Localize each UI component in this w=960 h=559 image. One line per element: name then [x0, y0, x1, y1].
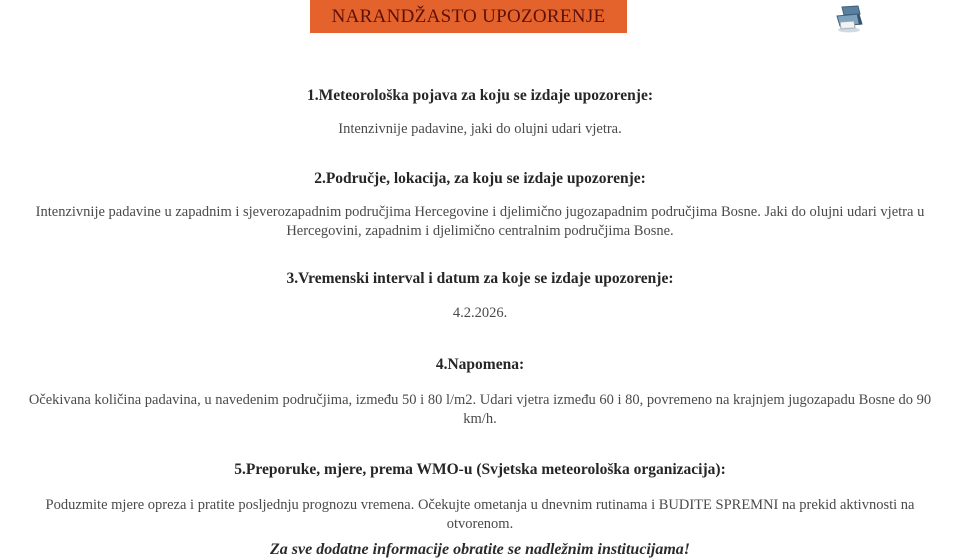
- document-header: [0, 0, 960, 36]
- section-meteorological-phenomenon: [10, 86, 950, 139]
- section-area-location: [10, 169, 950, 241]
- section-heading: 2.Područje, lokacija, za koju se izdaje upozorenje:: [314, 170, 646, 187]
- alert-level-label: NARANDŽASTO UPOZORENJE: [331, 5, 606, 27]
- document-body: [0, 86, 960, 559]
- section-heading: 5.Preporuke, mjere, prema WMO-u (Svjetska meteorološka organizacija):: [234, 461, 726, 478]
- section-body: Intenzivnije padavine u zapadnim i sjeverozapadnim područjima Hercegovine i djelimično jugozapadnim područjima Bosne. Jaki do olujni udari vjetra u Hercegovini, zapadnim i djelimično centralnim područjima Bosne.: [35, 204, 925, 239]
- section-body: 4.2.2026.: [452, 305, 508, 321]
- section-body: Intenzivnije padavine, jaki do olujni udari vjetra.: [338, 121, 622, 137]
- section-heading: 3.Vremenski interval i datum za koje se izdaje upozorenje:: [286, 270, 674, 287]
- contact-institutions-note: Za sve dodatne informacije obratite se nadležnim institucijama!: [269, 541, 690, 558]
- section-heading: 4.Napomena:: [435, 356, 525, 373]
- printer-icon[interactable]: [832, 4, 866, 34]
- section-body: Očekivana količina padavina, u navedenim područjima, između 50 i 80 l/m2. Udari vjetra između 60 i 80, povremeno na krajnjem jugozapadu Bosne do 90 km/h.: [28, 392, 932, 427]
- section-recommendations-wmo: [10, 460, 950, 534]
- section-time-interval-date: [10, 269, 950, 323]
- section-remark: [10, 355, 950, 429]
- section-heading: 1.Meteorološka pojava za koju se izdaje upozorenje:: [307, 87, 653, 104]
- alert-level-banner: [310, 0, 627, 33]
- section-body: Poduzmite mjere opreza i pratite posljednju prognozu vremena. Očekujte ometanja u dnevnim rutinama i BUDITE SPREMNI na prekid aktivnosti na otvorenom.: [45, 497, 915, 532]
